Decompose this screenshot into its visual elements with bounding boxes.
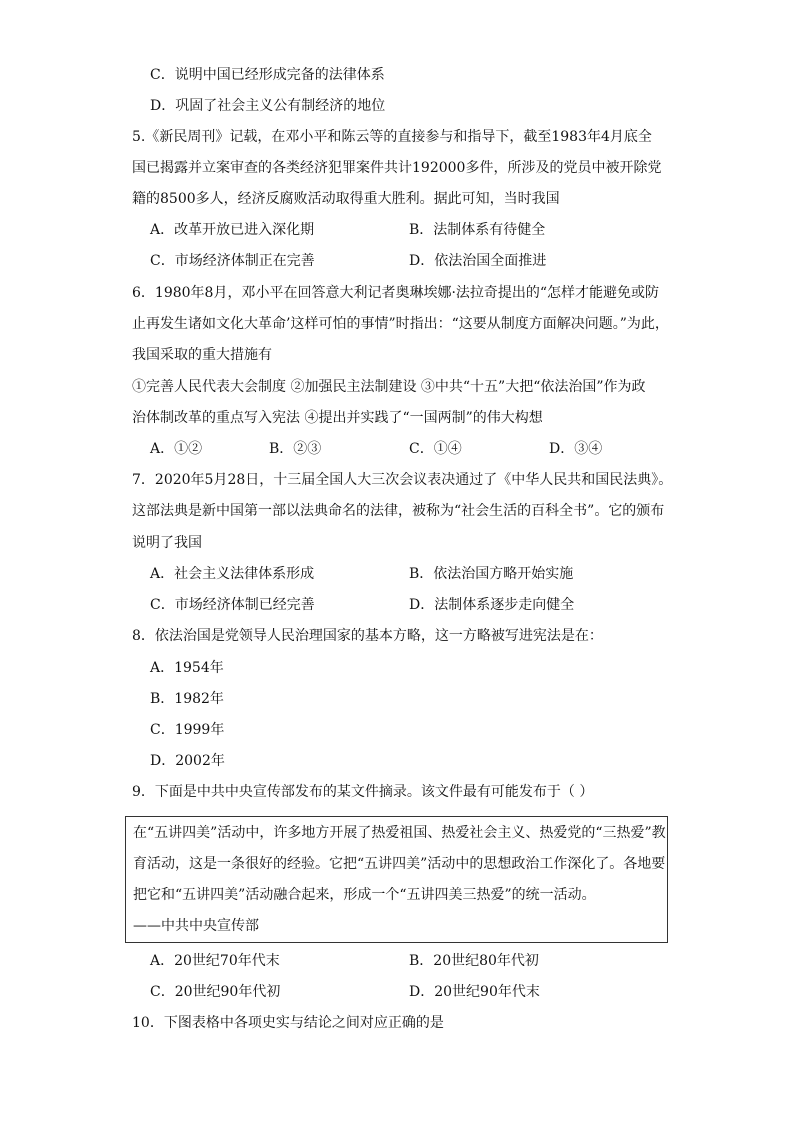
q7-option-b[interactable]: B．依法治国方略开始实施 [409, 566, 574, 582]
q5-option-d[interactable]: D．依法治国全面推进 [409, 253, 547, 269]
q7-stem-line: 说明了我国 [132, 535, 202, 551]
q9-quote-line: 育活动，这是一条很好的经验。它把“五讲四美”活动中的思想政治工作深化了。各地要 [133, 856, 666, 872]
q6-stem-line: 我国采取的重大措施有 [132, 347, 272, 363]
q9-option-c[interactable]: C．20世纪90年代初 [150, 984, 281, 1000]
q9-quote-line: 在“五讲四美”活动中，许多地方开展了热爱祖国、热爱社会主义、热爱党的“三热爱”教 [133, 825, 666, 841]
q8-option-b[interactable]: B．1982年 [150, 691, 224, 707]
q9-option-a[interactable]: A．20世纪70年代末 [150, 953, 280, 969]
q5-option-b[interactable]: B．法制体系有待健全 [409, 222, 546, 238]
q6-option-b[interactable]: B．②③ [269, 441, 322, 457]
q5-option-c[interactable]: C．市场经济体制正在完善 [150, 253, 315, 269]
q8-option-d[interactable]: D．2002年 [150, 753, 225, 769]
q7-stem-line: 7．2020年5月28日，十三届全国人大三次会议表决通过了《中华人民共和国民法典》。 [132, 472, 673, 488]
q9-option-b[interactable]: B．20世纪80年代初 [409, 953, 539, 969]
q9-stem-line: 9．下面是中共中央宣传部发布的某文件摘录。该文件最有可能发布于（ ） [132, 784, 594, 800]
q4-option-c[interactable]: C．说明中国已经形成完备的法律体系 [150, 67, 385, 83]
q6-option-d[interactable]: D．③④ [549, 441, 603, 457]
q7-option-c[interactable]: C．市场经济体制已经完善 [150, 597, 315, 613]
q6-stem-line: 6．1980年8月，邓小平在回答意大利记者奥琳埃娜·法拉奇提出的“怎样才能避免或防 [132, 285, 660, 301]
q6-option-c[interactable]: C．①④ [409, 441, 462, 457]
q6-stem-line: 止再发生诸如文化大革命’这样可怕的事情”时指出：“这要从制度方面解决问题。”为此， [132, 316, 669, 332]
q9-quote-box [125, 816, 668, 943]
q5-stem-line: 籍的8500多人，经济反腐败活动取得重大胜利。据此可知，当时我国 [132, 191, 560, 207]
q7-option-d[interactable]: D．法制体系逐步走向健全 [409, 597, 575, 613]
q8-option-c[interactable]: C．1999年 [150, 722, 225, 738]
q8-option-a[interactable]: A．1954年 [150, 660, 224, 676]
q6-statement-line: 治体制改革的重点写入宪法 ④提出并实践了“一国两制”的伟大构想 [132, 410, 543, 426]
q5-stem-line: 5.《新民周刊》记载，在邓小平和陈云等的直接参与和指导下，截至1983年4月底全 [132, 129, 652, 145]
q9-quote-line: 把它和“五讲四美”活动融合起来，形成一个“五讲四美三热爱”的统一活动。 [133, 887, 596, 903]
q7-stem-line: 这部法典是新中国第一部以法典命名的法律，被称为“社会生活的百科全书”。它的颁布 [132, 503, 665, 519]
q7-option-a[interactable]: A．社会主义法律体系形成 [150, 566, 315, 582]
q5-option-a[interactable]: A．改革开放已进入深化期 [150, 222, 315, 238]
q5-stem-line: 国已揭露并立案审查的各类经济犯罪案件共计192000多件，所涉及的党员中被开除党 [132, 160, 662, 176]
q8-stem-line: 8．依法治国是党领导人民治理国家的基本方略，这一方略被写进宪法是在： [132, 628, 603, 644]
q9-option-d[interactable]: D．20世纪90年代末 [409, 984, 540, 1000]
q6-statement-line: ①完善人民代表大会制度 ②加强民主法制建设 ③中共“十五”大把“依法治国”作为政 [132, 379, 646, 395]
q6-option-a[interactable]: A．①② [150, 441, 203, 457]
q9-quote-source: ——中共中央宣传部 [133, 918, 259, 934]
q10-stem-line: 10．下图表格中各项史实与结论之间对应正确的是 [132, 1015, 444, 1031]
q4-option-d[interactable]: D．巩固了社会主义公有制经济的地位 [150, 98, 386, 114]
